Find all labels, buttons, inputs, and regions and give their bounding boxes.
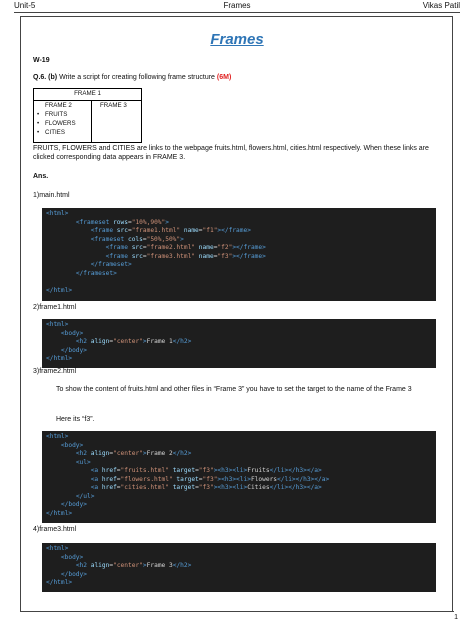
- code-line: [46, 579, 432, 588]
- question-text: Write a script for creating following frame structure: [57, 74, 217, 81]
- code-line: [46, 347, 432, 356]
- code-token: ><h3><li>: [213, 484, 248, 491]
- code-token: [46, 253, 106, 260]
- code-token: Cities: [247, 484, 270, 491]
- code-token: ></frame>: [232, 252, 266, 260]
- main-html-label: 1)main.html: [33, 192, 70, 199]
- code-line: [46, 545, 432, 554]
- code-line: [46, 287, 432, 296]
- code-token: "frame1.html": [131, 227, 181, 234]
- code-token: </body>: [60, 570, 87, 578]
- code-token: [46, 442, 61, 449]
- code-token: <h2: [75, 338, 91, 345]
- code-line: [46, 236, 432, 245]
- code-token: =: [116, 475, 121, 483]
- code-line: [46, 253, 432, 262]
- code-token: "f3": [198, 484, 214, 491]
- code-token: <a: [90, 467, 102, 474]
- code-token: [46, 467, 91, 474]
- code-token: "10%,90%": [131, 218, 166, 226]
- footer-divider: [20, 611, 454, 612]
- code-token: "fruits.html": [120, 467, 169, 474]
- code-token: "frame2.html": [146, 244, 196, 251]
- diagram-item-cities: • CITIES: [45, 128, 76, 137]
- frame2-html-label: 3)frame2.html: [33, 368, 77, 375]
- code-token: </li></h3></a>: [277, 475, 330, 483]
- code-token: <a: [90, 475, 102, 483]
- page-title: Frames: [210, 31, 264, 48]
- code-token: <html>: [46, 433, 69, 440]
- code-line: [46, 219, 432, 228]
- code-token: Frame 3: [146, 562, 173, 569]
- code-token: [46, 554, 61, 561]
- code-token: href: [101, 475, 117, 483]
- code-token: <a: [90, 484, 102, 491]
- code-token: "50%,50%": [146, 235, 181, 243]
- code-token: =: [142, 235, 147, 243]
- code-line: [46, 338, 432, 347]
- code-token: <body>: [60, 329, 84, 337]
- code-token: "f1": [202, 227, 218, 234]
- code-token: Frame 2: [146, 450, 173, 457]
- code-token: "flowers.html": [120, 475, 173, 483]
- code-token: [46, 270, 76, 277]
- code-line: [46, 330, 432, 339]
- code-token: cols: [127, 235, 143, 243]
- code-line: [46, 501, 432, 510]
- code-token: =: [142, 252, 147, 260]
- code-line: [46, 493, 432, 502]
- diagram-frame2: [34, 100, 92, 142]
- code-token: =: [127, 227, 132, 234]
- code-token: "f3": [202, 475, 218, 483]
- code-token: </h2>: [172, 562, 192, 569]
- code-token: src: [116, 227, 128, 234]
- code-token: <html>: [46, 321, 69, 328]
- code-line: [46, 442, 432, 451]
- code-line: [46, 244, 432, 253]
- code-token: [46, 476, 91, 483]
- code-token: =: [198, 475, 203, 483]
- code-line: [46, 562, 432, 571]
- code-token: =: [116, 467, 121, 474]
- code-line: [46, 476, 432, 485]
- code-token: Fruits: [247, 467, 270, 474]
- code-token: <body>: [60, 553, 84, 561]
- code-token: =: [109, 450, 114, 457]
- header-divider: [14, 12, 460, 13]
- code-token: >: [180, 235, 184, 243]
- code-token: [46, 338, 76, 345]
- code-line: [46, 554, 432, 563]
- diagram-frame1: FRAME 1: [34, 89, 141, 101]
- page-number: 1: [454, 614, 458, 621]
- code-token: ></frame>: [217, 227, 251, 234]
- code-token: </frameset>: [75, 269, 117, 277]
- code-token: "center": [113, 562, 143, 569]
- diagram-item-flowers: • FLOWERS: [45, 119, 76, 128]
- question: [33, 73, 231, 82]
- code-frame1-html: [42, 319, 436, 368]
- code-frame3-html: [42, 543, 436, 592]
- code-token: name: [198, 244, 214, 251]
- code-token: <frame: [105, 244, 132, 251]
- code-line: [46, 433, 432, 442]
- code-line: [46, 355, 432, 364]
- diagram-link-list: [34, 110, 76, 137]
- code-token: <ul>: [75, 458, 91, 466]
- code-token: [46, 501, 61, 508]
- code-token: src: [131, 252, 143, 260]
- code-token: [46, 571, 61, 578]
- frame1-html-label: 2)frame1.html: [33, 304, 77, 311]
- code-line: [46, 467, 432, 476]
- frame-structure-diagram: [33, 88, 142, 143]
- exam-year: W-19: [33, 57, 50, 64]
- code-token: ><h3><li>: [213, 467, 248, 474]
- code-token: "frame3.html": [146, 252, 196, 260]
- code-token: [46, 244, 106, 251]
- code-main-html: [42, 208, 436, 301]
- code-token: >: [165, 218, 169, 226]
- target-note: To show the content of fruits.html and other files in “Frame 3” you have to set the target to the name of the Frame 3: [56, 386, 412, 393]
- code-token: =: [195, 467, 199, 474]
- code-line: [46, 484, 432, 493]
- code-token: "f2": [217, 244, 233, 251]
- code-token: rows: [113, 218, 128, 226]
- code-token: =: [109, 338, 114, 345]
- code-token: target: [176, 475, 199, 483]
- code-token: [46, 236, 91, 243]
- code-token: >: [142, 562, 147, 569]
- code-token: =: [127, 218, 132, 226]
- question-number: Q.6. (b): [33, 74, 58, 81]
- header-topic: Frames: [223, 1, 251, 10]
- code-line: [46, 261, 432, 270]
- description: FRUITS, FLOWERS and CITIES are links to the webpage fruits.html, flowers.html, cities.html respectively. When these links are clicked corresponding data appears in FRAME 3.: [33, 145, 429, 161]
- code-token: [46, 347, 61, 354]
- code-token: =: [116, 484, 121, 491]
- code-token: name: [198, 252, 214, 260]
- code-token: </frameset>: [90, 261, 132, 268]
- code-token: target: [172, 467, 196, 474]
- code-token: =: [198, 227, 203, 234]
- code-line: [46, 227, 432, 236]
- code-token: align: [90, 562, 110, 569]
- code-line: [46, 450, 432, 459]
- code-token: [46, 459, 76, 466]
- diagram-item-fruits: • FRUITS: [45, 110, 76, 119]
- code-token: </html>: [46, 579, 73, 586]
- code-token: <frame: [90, 227, 117, 234]
- code-line: [46, 571, 432, 580]
- code-token: "f3": [217, 252, 233, 260]
- code-token: </html>: [46, 509, 73, 517]
- frame3-html-label: 4)frame3.html: [33, 526, 77, 533]
- header-author: Vikas Patil: [422, 1, 460, 10]
- code-token: =: [109, 562, 114, 569]
- code-token: "cities.html": [120, 484, 169, 491]
- code-token: "f3": [198, 467, 214, 474]
- code-token: [46, 227, 91, 234]
- code-token: </html>: [46, 286, 73, 294]
- code-token: <frame: [105, 252, 132, 260]
- code-token: [46, 562, 76, 569]
- code-token: =: [213, 244, 218, 251]
- code-token: [46, 484, 91, 491]
- code-token: ><h3><li>: [217, 475, 251, 483]
- code-token: "center": [113, 338, 143, 345]
- code-token: <html>: [46, 210, 69, 217]
- code-token: [46, 450, 76, 457]
- code-token: </h2>: [172, 338, 192, 345]
- code-token: ></frame>: [232, 244, 266, 251]
- code-token: </ul>: [75, 492, 95, 500]
- code-token: >: [142, 338, 147, 345]
- code-token: <h2: [75, 450, 91, 457]
- code-token: Frame 1: [146, 338, 173, 345]
- code-token: "center": [113, 450, 143, 457]
- code-token: =: [213, 252, 218, 260]
- code-token: <frameset: [90, 235, 128, 243]
- diagram-frame3: FRAME 3: [100, 102, 127, 109]
- code-token: </h2>: [172, 450, 192, 457]
- code-token: href: [101, 467, 117, 474]
- code-token: align: [90, 450, 110, 457]
- code-line: [46, 270, 432, 279]
- code-frame2-html: [42, 431, 436, 523]
- code-token: [46, 493, 76, 500]
- code-token: align: [90, 338, 110, 345]
- code-token: target: [172, 484, 196, 491]
- code-token: [46, 261, 91, 268]
- code-token: </html>: [46, 355, 73, 362]
- code-line: [46, 210, 432, 219]
- code-token: =: [142, 244, 147, 251]
- code-token: </body>: [60, 346, 87, 354]
- diagram-frame2-label: FRAME 2: [45, 102, 72, 109]
- code-token: <body>: [60, 441, 84, 449]
- code-token: name: [183, 227, 199, 234]
- code-token: >: [142, 450, 147, 457]
- code-token: <html>: [46, 545, 69, 552]
- header-unit: Unit-5: [14, 1, 36, 10]
- question-marks: (6M): [216, 74, 232, 81]
- code-line: [46, 510, 432, 519]
- page-header: [0, 0, 474, 14]
- code-token: [46, 330, 61, 337]
- code-token: </body>: [60, 501, 87, 508]
- code-token: src: [131, 244, 143, 251]
- code-token: <h2: [75, 562, 91, 569]
- target-note-f3: Here its “f3”.: [56, 416, 95, 423]
- code-token: [46, 219, 76, 226]
- code-token: =: [195, 484, 199, 491]
- code-token: </li></h3></a>: [269, 484, 322, 491]
- code-token: <frameset: [75, 218, 114, 226]
- code-line: [46, 321, 432, 330]
- answer-label: Ans.: [33, 173, 49, 180]
- code-token: Flowers: [250, 475, 278, 483]
- code-token: href: [101, 484, 117, 491]
- code-line: [46, 459, 432, 468]
- code-line: [46, 278, 432, 287]
- code-token: </li></h3></a>: [269, 467, 322, 474]
